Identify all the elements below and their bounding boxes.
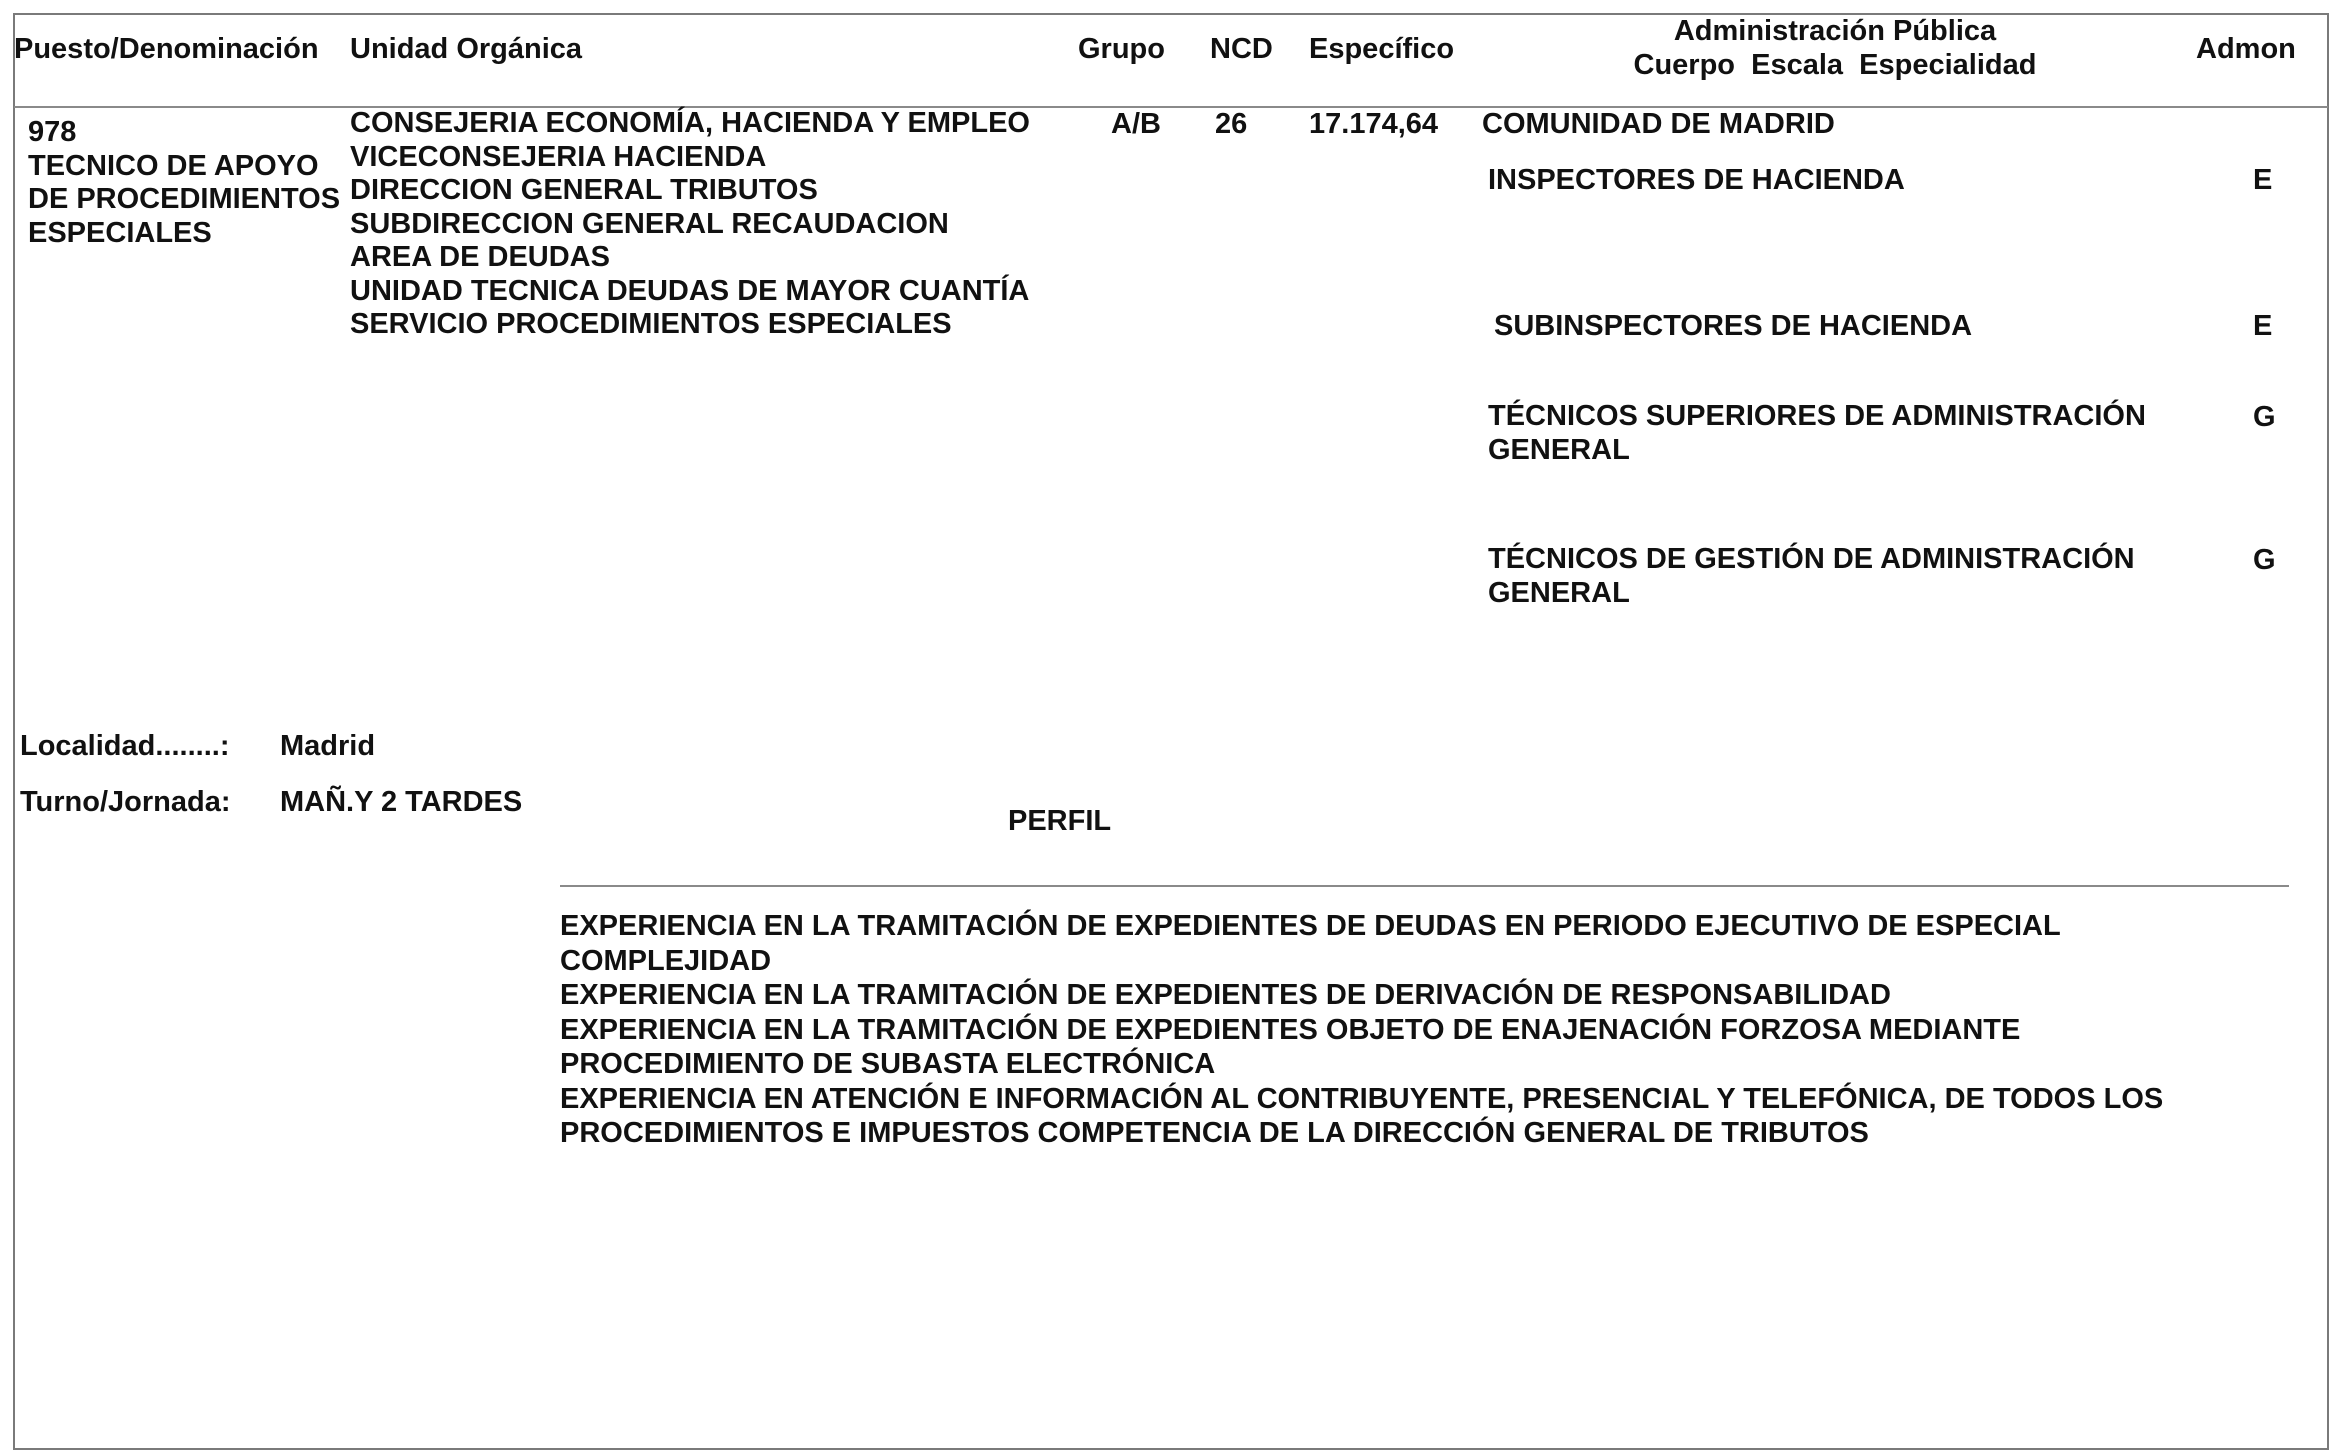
unidad-line: SERVICIO PROCEDIMIENTOS ESPECIALES [350,308,952,340]
cuerpo-admon: E [2253,164,2273,196]
especifico-value: 17.174,64 [1309,108,1439,140]
puesto-number: 978 [28,116,77,148]
perfil-line: EXPERIENCIA EN LA TRAMITACIÓN DE EXPEDIENTES DE DERIVACIÓN DE RESPONSABILIDAD [560,979,1891,1011]
grupo-value: A/B [1111,108,1161,140]
cuerpo-name-line: GENERAL [1488,576,1630,609]
administracion-publica-value: COMUNIDAD DE MADRID [1482,108,1835,140]
localidad-value: Madrid [280,730,376,762]
cuerpo-name: INSPECTORES DE HACIENDA [1488,164,1905,196]
perfil-line: EXPERIENCIA EN ATENCIÓN E INFORMACIÓN AL CONTRIBUYENTE, PRESENCIAL Y TELEFÓNICA, DE TODOS LOS [560,1082,2164,1115]
turno-value: MAÑ.Y 2 TARDES [280,786,523,818]
header-especifico: Específico [1309,33,1455,65]
unidad-line: UNIDAD TECNICA DEUDAS DE MAYOR CUANTÍA [350,274,1030,307]
cuerpo-name-line: TÉCNICOS DE GESTIÓN DE ADMINISTRACIÓN [1488,543,2135,575]
turno-label: Turno/Jornada: [20,786,231,818]
cuerpo-admon: G [2253,401,2276,433]
unidad-line: DIRECCION GENERAL TRIBUTOS [350,174,818,206]
cuerpo-admon: E [2253,310,2273,342]
header-administracion-line2: Cuerpo Escala Especialidad [1633,49,2037,81]
header-puesto: Puesto/Denominación [14,33,319,65]
cuerpo-name [1488,400,2146,467]
perfil-line: COMPLEJIDAD [560,944,772,977]
perfil-line: PROCEDIMIENTOS E IMPUESTOS COMPETENCIA DE LA DIRECCIÓN GENERAL DE TRIBUTOS [560,1117,1869,1149]
header-grupo: Grupo [1078,33,1165,65]
header-administracion-line1: Administración Pública [1673,15,1997,47]
cuerpo-name-line: TÉCNICOS SUPERIORES DE ADMINISTRACIÓN [1488,400,2146,432]
perfil-divider [560,885,2289,887]
denominacion-line: DE PROCEDIMIENTOS [28,183,341,215]
unidad-line: VICECONSEJERIA HACIENDA [350,140,767,173]
perfil-line: PROCEDIMIENTO DE SUBASTA ELECTRÓNICA [560,1048,1216,1080]
denominacion-line: TECNICO DE APOYO [28,149,319,182]
cuerpo-name-line: GENERAL [1488,433,1630,466]
perfil-text [560,909,2163,1151]
header-unidad: Unidad Orgánica [350,33,583,65]
unidad-line: CONSEJERIA ECONOMÍA, HACIENDA Y EMPLEO [350,107,1030,139]
perfil-line: EXPERIENCIA EN LA TRAMITACIÓN DE EXPEDIENTES DE DEUDAS EN PERIODO EJECUTIVO DE ESPECIAL [560,910,2061,942]
cuerpo-name [1488,543,2135,610]
unidad-line: SUBDIRECCION GENERAL RECAUDACION [350,207,949,240]
perfil-line: EXPERIENCIA EN LA TRAMITACIÓN DE EXPEDIENTES OBJETO DE ENAJENACIÓN FORZOSA MEDIANTE [560,1013,2021,1046]
unidad-organica-cell [350,107,1030,342]
header-admon: Admon [2196,33,2296,65]
perfil-title: PERFIL [1008,805,1112,837]
puesto-cell [28,116,340,250]
unidad-line: AREA DE DEUDAS [350,241,610,273]
header-ncd: NCD [1210,33,1273,65]
ncd-value: 26 [1215,108,1248,140]
cuerpo-admon: G [2253,544,2276,576]
denominacion-line: ESPECIALES [28,216,212,249]
cuerpo-name: SUBINSPECTORES DE HACIENDA [1494,310,1973,342]
localidad-label: Localidad........: [20,730,230,762]
